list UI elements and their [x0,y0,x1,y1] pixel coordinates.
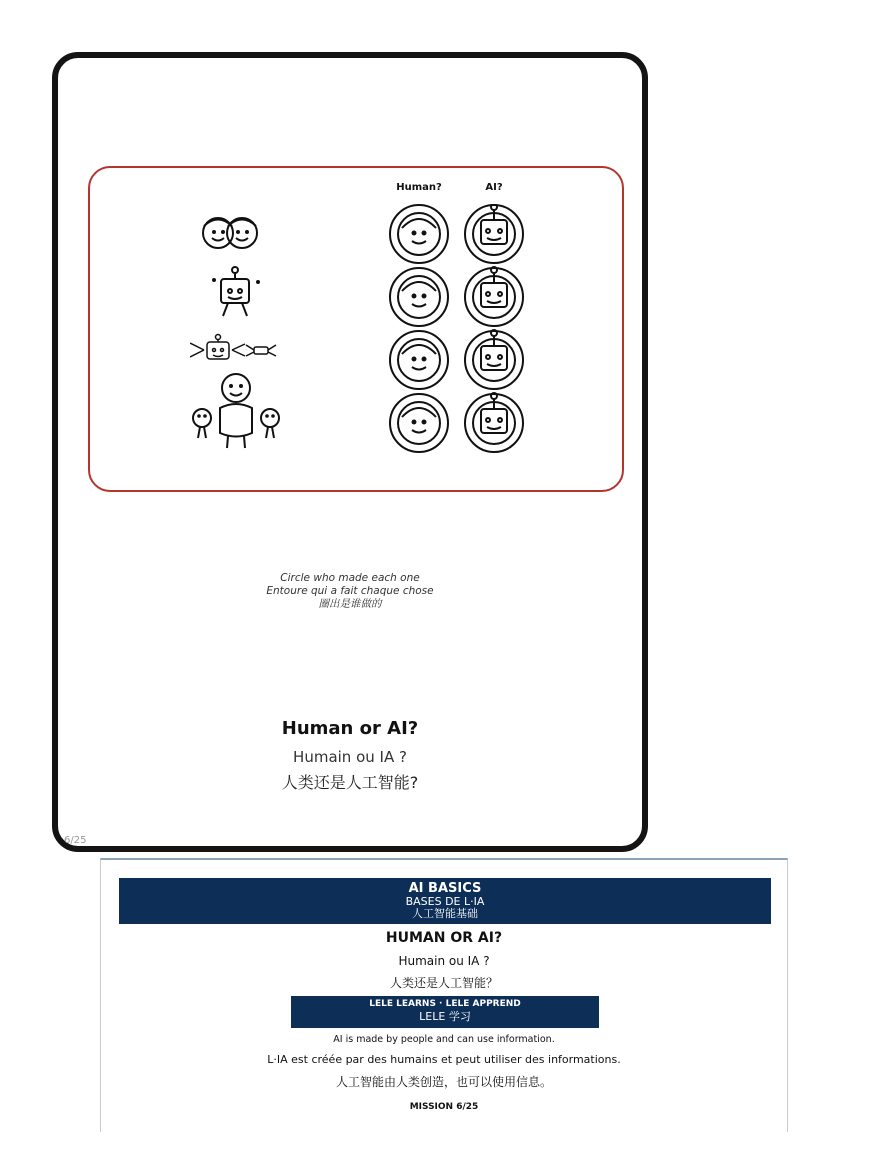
description-fr: L·IA est créée par des humains et peut utiliser des informations. [267,1053,621,1066]
ai-choice-circle[interactable] [465,204,523,263]
human-choice-circle[interactable] [390,268,448,326]
column-header-ai: AI? [485,182,503,193]
instructions [58,572,642,611]
banner-title-zh: 人工智能基础 [412,907,478,920]
heading-fr: Humain ou IA ? [398,954,490,968]
worksheet-card [52,52,648,852]
ai-choice-circle[interactable] [465,393,523,452]
mission-label: MISSION 6/25 [409,1102,479,1112]
ai-choice-circle[interactable] [465,330,523,389]
description-zh: 人工智能由人类创造，也可以使用信息。 [335,1075,552,1089]
robot-rays-drawing [190,335,276,360]
description-en: AI is made by people and can use information. [333,1034,555,1045]
activity-panel [88,166,624,492]
instruction-fr: Entoure qui a fait chaque chose [266,585,434,597]
title-zh: 人类还是人工智能? [281,773,419,792]
robot-drawing [213,267,259,316]
column-header-human: Human? [396,182,442,193]
answer-circles [382,204,532,456]
title-en: Human or AI? [281,718,419,739]
human-choice-circle[interactable] [390,394,448,452]
subbanner-en-fr: LELE LEARNS · LELE APPREND [369,999,521,1009]
instruction-zh: 圈出是谁做的 [318,598,382,610]
heading-zh: 人类还是人工智能？ [389,976,498,990]
family-drawing [193,374,279,448]
drawings-column [190,208,290,458]
two-faces-drawing [203,218,257,248]
banner-title-fr: BASES DE L·IA [405,895,485,908]
human-choice-circle[interactable] [390,331,448,389]
section-banner [119,878,771,924]
subsection-banner [291,996,599,1028]
subbanner-zh: LELE 学习 [419,1010,471,1023]
banner-title-en: AI BASICS [408,881,482,896]
title-fr: Humain ou IA ? [293,748,407,766]
page-number: 6/25 [64,835,87,846]
ai-choice-circle[interactable] [465,267,523,326]
heading-en: HUMAN OR AI? [385,930,503,946]
instruction-en: Circle who made each one [280,572,420,584]
human-choice-circle[interactable] [390,205,448,263]
info-sheet [100,858,788,1132]
